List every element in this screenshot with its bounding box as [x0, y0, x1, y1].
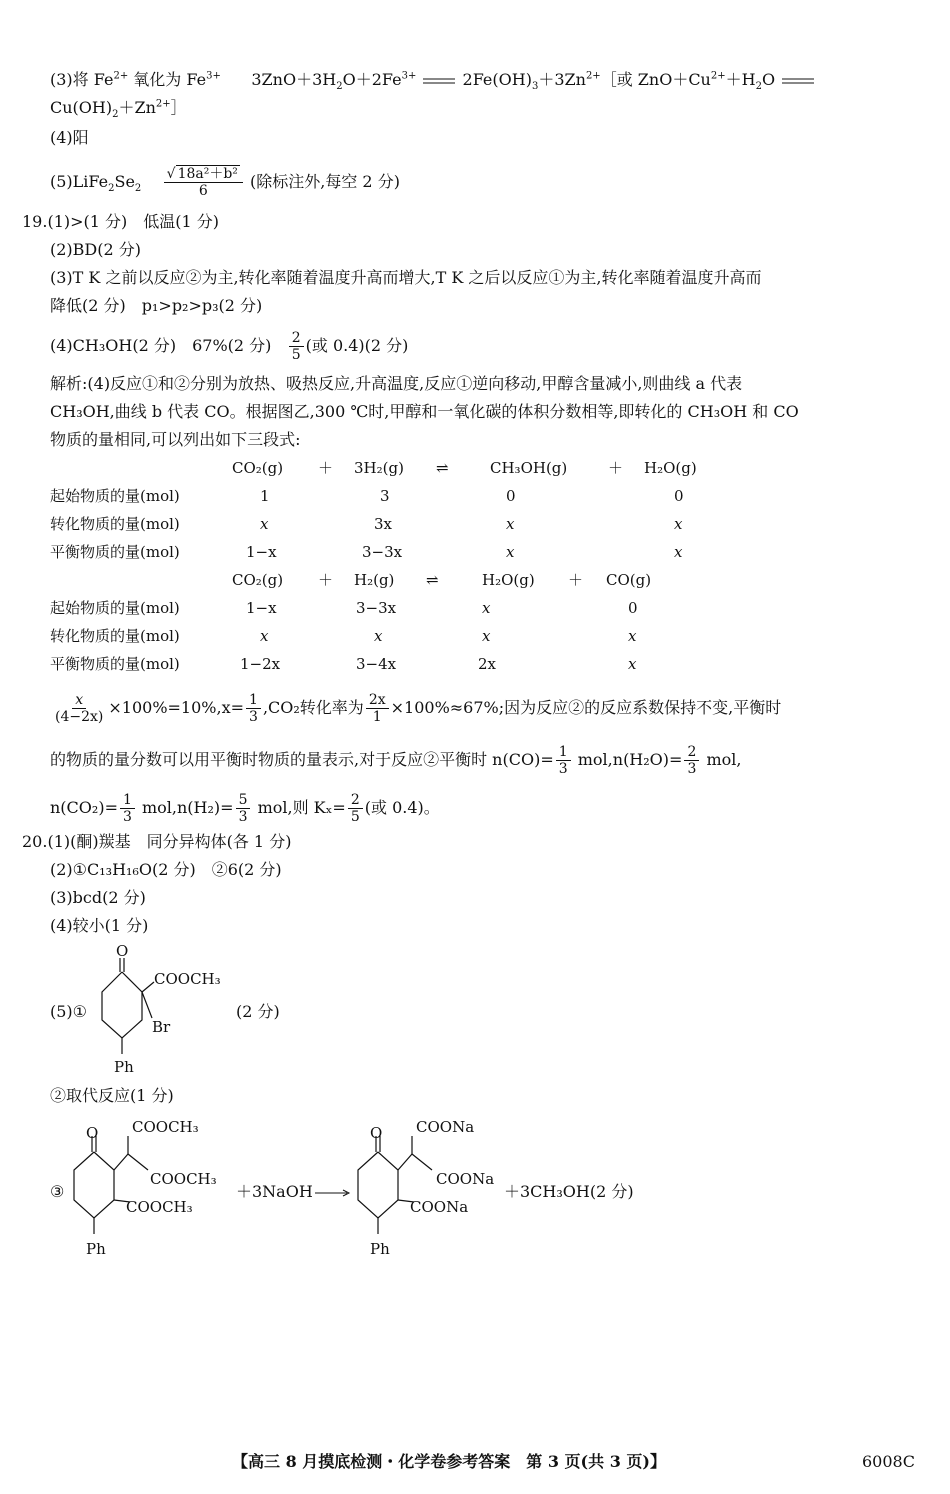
footer-code: 6008C	[862, 1452, 915, 1471]
structure-triester	[70, 1112, 240, 1264]
substituent-label: COOCH₃	[154, 970, 221, 988]
phenyl-label: Ph	[114, 1058, 134, 1076]
substituent-label: Br	[152, 1018, 171, 1036]
calc-line2: 的物质的量分数可以用平衡时物质的量表示,对于反应②平衡时 n(CO)= $\frac{1}{3}$ mol,n(H₂O)= $\frac{2}{3}$ mol,	[50, 744, 742, 777]
substituent-label: COONa	[436, 1170, 495, 1188]
substituent-label: COOCH₃	[126, 1198, 193, 1216]
q20-part5-score: (2 分)	[236, 1002, 280, 1021]
equals-double-line-icon	[421, 71, 457, 91]
q18-part4: (4)阳	[50, 128, 89, 147]
oxygen-label: O	[370, 1124, 383, 1142]
q20-part1: 20.(1)(酮)羰基 同分异构体(各 1 分)	[22, 832, 292, 851]
footer-title: 【高三 8 月摸底检测・化学卷参考答案 第 3 页(共 3 页)】	[232, 1452, 666, 1471]
q19-part3-line2: 降低(2 分) p₁>p₂>p₃(2 分)	[50, 296, 263, 315]
calc-line3: n(CO₂)= $\frac{1}{3}$ mol,n(H₂)= $\frac{5}{3}$ mol,则 Kₓ= $\frac{2}{5}$ (或 0.4)。	[50, 792, 440, 825]
sqrt-fraction: $\frac{\text{√ 18a²＋b²}}{6}$	[164, 166, 243, 199]
q20-part2: (2)①C₁₃H₁₆O(2 分) ②6(2 分)	[50, 860, 282, 879]
byproduct-text: ＋3CH₃OH(2 分)	[504, 1182, 634, 1201]
explanation-line3: 物质的量相同,可以列出如下三段式:	[50, 430, 301, 449]
substituent-label: COOCH₃	[150, 1170, 217, 1188]
q18-part3-line1: (3)将 $Fe^{2+}$ 氧化为 $Fe^{3+}$ $3ZnO+3H_2O+2Fe^{3+}$ $2Fe(OH)_3+3Zn^{2+}[$或 $ZnO+Cu^{2+}+H_2O$	[50, 70, 816, 91]
substituent-label: COONa	[416, 1118, 475, 1136]
q19-part1: 19.(1)>(1 分) 低温(1 分)	[22, 212, 220, 231]
explanation-line2: CH₃OH,曲线 b 代表 CO。根据图乙,300 ℃时,甲醇和一氧化碳的体积分数相等,即转化的 CH₃OH 和 CO	[50, 402, 799, 421]
structure-bromo-ketoester	[92, 942, 242, 1082]
q20-part5-3-label: ③	[50, 1182, 65, 1201]
oxygen-label: O	[86, 1124, 99, 1142]
q20-part4: (4)较小(1 分)	[50, 916, 149, 935]
q20-part3: (3)bcd(2 分)	[50, 888, 146, 907]
q20-part5-2: ②取代反应(1 分)	[50, 1086, 174, 1105]
q20-part5-label: (5)①	[50, 1002, 88, 1021]
q18-part5: $(5)LiFe_2Se_2$ $\frac{\text{√ 18a²＋b²}}{6}$ (除标注外,每空 2 分)	[50, 166, 400, 199]
reagent-text: ＋3NaOH	[236, 1182, 353, 1203]
structure-trisodium-salt	[356, 1112, 506, 1264]
reaction-arrow-icon	[313, 1183, 353, 1203]
phenyl-label: Ph	[86, 1240, 106, 1258]
explanation-line1: 解析:(4)反应①和②分别为放热、吸热反应,升高温度,反应①逆向移动,甲醇含量减小,则曲线 a 代表	[50, 374, 743, 393]
calc-line1: $\frac{x}{(4-2x)}$ ×100%=10%,x= $\frac{1}{3}$ ,CO₂转化率为 $\frac{2x}{1}$ ×100%≈67%;因为反应②的反应系数保持不变,平衡时	[55, 692, 782, 725]
substituent-label: COOCH₃	[132, 1118, 199, 1136]
substituent-label: COONa	[410, 1198, 469, 1216]
q19-part2: (2)BD(2 分)	[50, 240, 142, 259]
q19-part3-line1: (3)T K 之前以反应②为主,转化率随着温度升高而增大,T K 之后以反应①为主,转化率随着温度升高而	[50, 268, 762, 287]
equals-double-line-icon	[780, 71, 816, 91]
phenyl-label: Ph	[370, 1240, 390, 1258]
oxygen-label: O	[116, 942, 129, 960]
q19-part4: (4)CH₃OH(2 分) 67%(2 分) $\frac{2}{5}$ (或 0.4)(2 分)	[50, 330, 409, 363]
q18-part3-line2: $Cu(OH)_2+Zn^{2+}]$	[50, 98, 187, 121]
